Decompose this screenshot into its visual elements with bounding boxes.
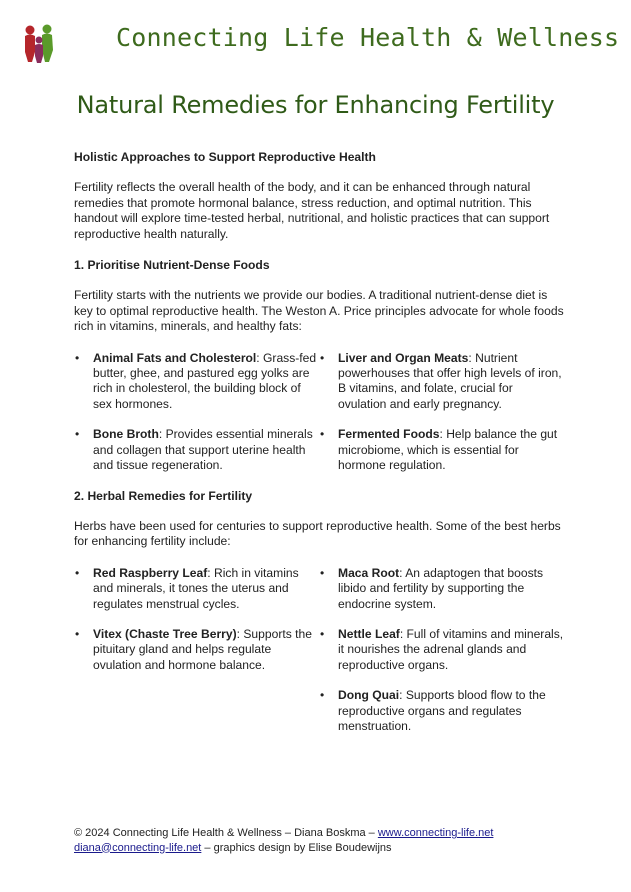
website-link[interactable]: www.connecting-life.net xyxy=(377,827,494,839)
section1-left-column xyxy=(74,351,319,489)
section2-left-column xyxy=(74,566,319,750)
list-item: • Animal Fats and Cholesterol: Grass-fed butter, ghee, and pastured egg yolks are rich in cholesterol, the building block of sex hormones. xyxy=(74,351,319,413)
handout-body xyxy=(74,150,564,749)
family-figures-icon xyxy=(22,22,56,64)
list-item: • Dong Quai: Supports blood flow to the reproductive organs and regulates menstruation. xyxy=(319,688,564,734)
section2-columns xyxy=(74,566,564,750)
list-item: • Bone Broth: Provides essential minerals and collagen that support uterine health and tissue regeneration. xyxy=(74,427,319,473)
list-item: • Red Raspberry Leaf: Rich in vitamins and minerals, it tones the uterus and regulates menstrual cycles. xyxy=(74,566,319,612)
section1-columns xyxy=(74,351,564,489)
intro-text: Fertility reflects the overall health of the body, and it can be enhanced through natural remedies that promote hormonal balance, stress reduction, and optimal nutrition. This handout will explore time-tested herbal, nutritional, and holistic practices that can support reproductive health naturally. xyxy=(74,180,550,241)
list-item: • Nettle Leaf: Full of vitamins and minerals, it nourishes the adrenal glands and reproductive organs. xyxy=(319,627,564,673)
email-link[interactable]: diana@connecting-life.net xyxy=(74,841,202,854)
intro-heading: Holistic Approaches to Support Reproductive Health xyxy=(74,150,376,164)
header xyxy=(20,20,620,70)
section2-text: Herbs have been used for centuries to support reproductive health. Some of the best herbs for enhancing fertility include: xyxy=(74,518,561,549)
list-item: • Fermented Foods: Help balance the gut microbiome, which is essential for hormone regulation. xyxy=(319,427,564,473)
section2-heading: 2. Herbal Remedies for Fertility xyxy=(74,488,253,503)
section1-heading: 1. Prioritise Nutrient-Dense Foods xyxy=(74,258,270,273)
section1-text: Fertility starts with the nutrients we provide our bodies. A traditional nutrient-dense diet is key to optimal reproductive health. The Weston A. Price principles advocate for whole foods rich in vitamins, minerals, and healthy fats: xyxy=(74,288,564,334)
section1-right-column xyxy=(319,351,564,489)
footer-line-1: © 2024 Connecting Life Health & Wellness – Diana Boskma – www.connecting-life.net xyxy=(74,827,494,839)
footer xyxy=(74,826,493,855)
page-title: Natural Remedies for Enhancing Fertility xyxy=(76,91,555,119)
list-item: • Liver and Organ Meats: Nutrient powerhouses that offer high levels of iron, B vitamins, and folate, crucial for ovulation and early pregnancy. xyxy=(319,351,564,413)
list-item: • Vitex (Chaste Tree Berry): Supports the pituitary gland and helps regulate ovulation and hormone balance. xyxy=(74,627,319,673)
list-item: • Maca Root: An adaptogen that boosts libido and fertility by supporting the endocrine system. xyxy=(319,566,564,612)
brand-name: Connecting Life Health & Wellness xyxy=(116,23,620,52)
section2-right-column xyxy=(319,566,564,750)
footer-line-2: diana@connecting-life.net – graphics design by Elise Boudewijns xyxy=(74,841,392,854)
